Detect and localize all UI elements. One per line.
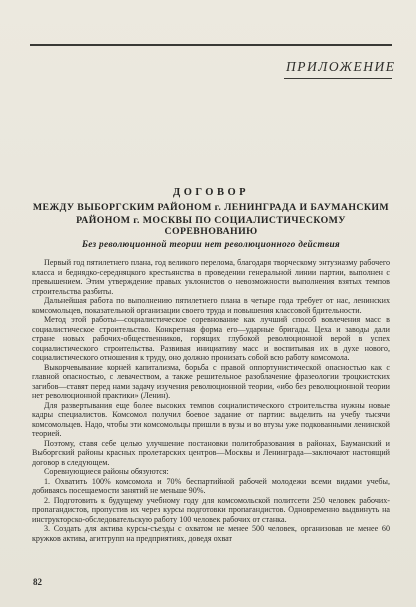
document-subtitle-line-2: РАЙОНОМ г. МОСКВЫ ПО СОЦИАЛИСТИЧЕСКОМУ СОРЕВНОВАНИЮ [76, 215, 346, 237]
list-item: 2. Подготовить к будущему учебному году для комсомольской политсети 250 человек рабочих-пропагандистов, пропустив их через курсы подготовки пропагандистов. Одновременно выдвинуть на инструкторско-обследовательскую работу 100 человек рабочих от станка. [32, 495, 390, 524]
paragraph: Соревнующиеся районы обязуются: [44, 467, 169, 476]
section-label: ПРИЛОЖЕНИЕ [286, 59, 396, 74]
document-body [32, 258, 390, 543]
document-title: ДОГОВОР [172, 187, 250, 198]
paragraph: Дальнейшая работа по выполнению пятилетнего плана в четыре года требует от нас, ленинских комсомольцев, показательной организации своего труда и повышения классовой бдительности. [32, 296, 390, 315]
paragraph: Метод этой работы—социалистическое соревнование как лучший способ вовлечения масс в социалистическое строительство. Конкретная форма его—ударные бригады. Цеха и заводы дали стране новых рабочих-общественников, горящих глубокой революционной верой в успех социалистического строительства. Развивая инициативу масс и воспитывая их в духе нового, социалистического отношения к труду, оно должно пронизать собой всю работу комсомола. [32, 315, 390, 362]
list-item: 1. Охватить 100% комсомола и 70% беспартийной рабочей молодежи всеми видами учебы, добиваясь посещаемости занятий не меньше 90%. [32, 476, 390, 495]
list-item: 3. Создать для актива курсы-съезды с охватом не менее 500 человек, организовав не менее 60 кружков актива, агитгрупп на предприятиях, доведя охват [32, 524, 390, 543]
section-heading: Без революционной теории нет революционного действия [81, 240, 341, 250]
page-number: 82 [33, 577, 42, 587]
paragraph: Первый год пятилетнего плана, год великого перелома, благодаря творческому энтузиазму рабочего класса и беднядко-середняцкого крестьянства в проведении генеральной линии партии, выполнен с превышением. Этим утверждение правых уклонистов о невозможности выполнения взятых темпов строительства разбиты. [32, 258, 390, 296]
paragraph: Выкорчевывание корней капитализма, борьба с правой оппортунистической опасностью как с главной опасностью, с левачеством, а также решительное разоблачение фразеологии троцкистских загибов—ставят перед нами задачу изучения революционной теории, «ибо без революционной теории нет революционной практики» (Ленин). [32, 362, 390, 400]
paragraph: Для развертывания еще более высоких темпов социалистического строительства нужны новые кадры специалистов. Комсомол получил боевое задание от партии: выделить на учебу тысячи комсомольцев. Надо, чтобы эти комсомольцы пришли в вузы и во втузы уже подкованными ленинской теорией. [32, 400, 390, 438]
section-label-underline [284, 78, 392, 79]
top-rule [30, 44, 392, 46]
document-subtitle-line-1: МЕЖДУ ВЫБОРГСКИМ РАЙОНОМ г. ЛЕНИНГРАДА И БАУМАНСКИМ [32, 202, 390, 213]
paragraph: Поэтому, ставя себе целью улучшение постановки политобразования в районах, Бауманский и Выборгский районы красных пролетарских центров—Москвы и Ленинграда—заключают настоящий договор в следующем. [32, 438, 390, 467]
